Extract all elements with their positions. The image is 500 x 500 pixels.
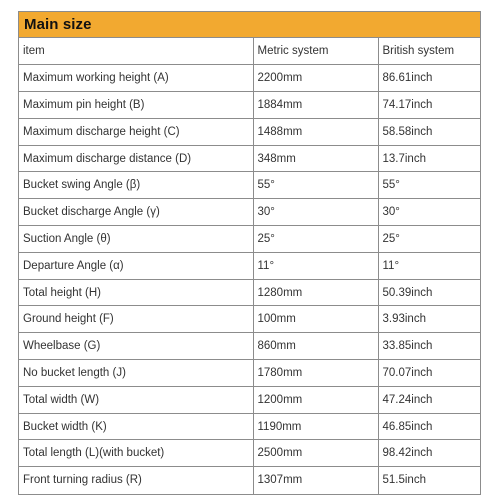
- table-row: [19, 279, 480, 306]
- row-item-label: Front turning radius (R): [19, 467, 253, 494]
- row-item-label: Bucket discharge Angle (γ): [19, 199, 253, 226]
- row-item-label: Suction Angle (θ): [19, 226, 253, 253]
- table-title: Main size: [24, 16, 92, 33]
- row-british-value: 11°: [378, 252, 480, 279]
- row-british-value: 50.39inch: [378, 279, 480, 306]
- spec-table-frame: [18, 11, 481, 495]
- row-metric-value: 1200mm: [253, 386, 378, 413]
- table-row: [19, 252, 480, 279]
- row-metric-value: 100mm: [253, 306, 378, 333]
- row-metric-value: 11°: [253, 252, 378, 279]
- table-row: [19, 360, 480, 387]
- row-metric-value: 1280mm: [253, 279, 378, 306]
- table-row: [19, 65, 480, 92]
- row-metric-value: 1488mm: [253, 118, 378, 145]
- table-row: [19, 306, 480, 333]
- table-row: [19, 118, 480, 145]
- row-british-value: 33.85inch: [378, 333, 480, 360]
- table-row: [19, 92, 480, 119]
- row-british-value: 47.24inch: [378, 386, 480, 413]
- spec-table-body: [19, 38, 480, 494]
- header-item: item: [19, 38, 253, 65]
- row-metric-value: 2500mm: [253, 440, 378, 467]
- row-british-value: 55°: [378, 172, 480, 199]
- row-metric-value: 2200mm: [253, 65, 378, 92]
- row-item-label: Bucket swing Angle (β): [19, 172, 253, 199]
- row-item-label: Maximum working height (A): [19, 65, 253, 92]
- row-item-label: Wheelbase (G): [19, 333, 253, 360]
- row-metric-value: 348mm: [253, 145, 378, 172]
- row-british-value: 46.85inch: [378, 413, 480, 440]
- row-british-value: 70.07inch: [378, 360, 480, 387]
- row-item-label: Bucket width (K): [19, 413, 253, 440]
- table-row: [19, 440, 480, 467]
- row-item-label: Maximum pin height (B): [19, 92, 253, 119]
- row-metric-value: 25°: [253, 226, 378, 253]
- row-british-value: 25°: [378, 226, 480, 253]
- header-row: [19, 38, 480, 65]
- row-metric-value: 1307mm: [253, 467, 378, 494]
- row-british-value: 3.93inch: [378, 306, 480, 333]
- table-row: [19, 199, 480, 226]
- row-metric-value: 1884mm: [253, 92, 378, 119]
- row-item-label: Total width (W): [19, 386, 253, 413]
- row-british-value: 98.42inch: [378, 440, 480, 467]
- table-row: [19, 145, 480, 172]
- row-metric-value: 1190mm: [253, 413, 378, 440]
- table-row: [19, 333, 480, 360]
- row-british-value: 86.61inch: [378, 65, 480, 92]
- row-british-value: 74.17inch: [378, 92, 480, 119]
- row-british-value: 13.7inch: [378, 145, 480, 172]
- row-item-label: No bucket length (J): [19, 360, 253, 387]
- row-item-label: Maximum discharge height (C): [19, 118, 253, 145]
- row-item-label: Total length (L)(with bucket): [19, 440, 253, 467]
- row-british-value: 51.5inch: [382, 474, 426, 487]
- title-bar: [19, 12, 480, 38]
- row-item-label: Departure Angle (α): [19, 252, 253, 279]
- row-metric-value: 860mm: [253, 333, 378, 360]
- table-row: [19, 386, 480, 413]
- row-item-label: Ground height (F): [19, 306, 253, 333]
- table-row: [19, 467, 480, 494]
- header-metric: Metric system: [253, 38, 378, 65]
- row-british-value: 58.58inch: [378, 118, 480, 145]
- row-british-value: 30°: [378, 199, 480, 226]
- row-item-label: Maximum discharge distance (D): [19, 145, 253, 172]
- table-row: [19, 226, 480, 253]
- row-metric-value: 1780mm: [253, 360, 378, 387]
- row-item-label: Total height (H): [19, 279, 253, 306]
- row-metric-value: 55°: [253, 172, 378, 199]
- row-metric-value: 30°: [253, 199, 378, 226]
- table-row: [19, 413, 480, 440]
- spec-table: [19, 38, 480, 494]
- table-row: [19, 172, 480, 199]
- header-british: British system: [378, 38, 480, 65]
